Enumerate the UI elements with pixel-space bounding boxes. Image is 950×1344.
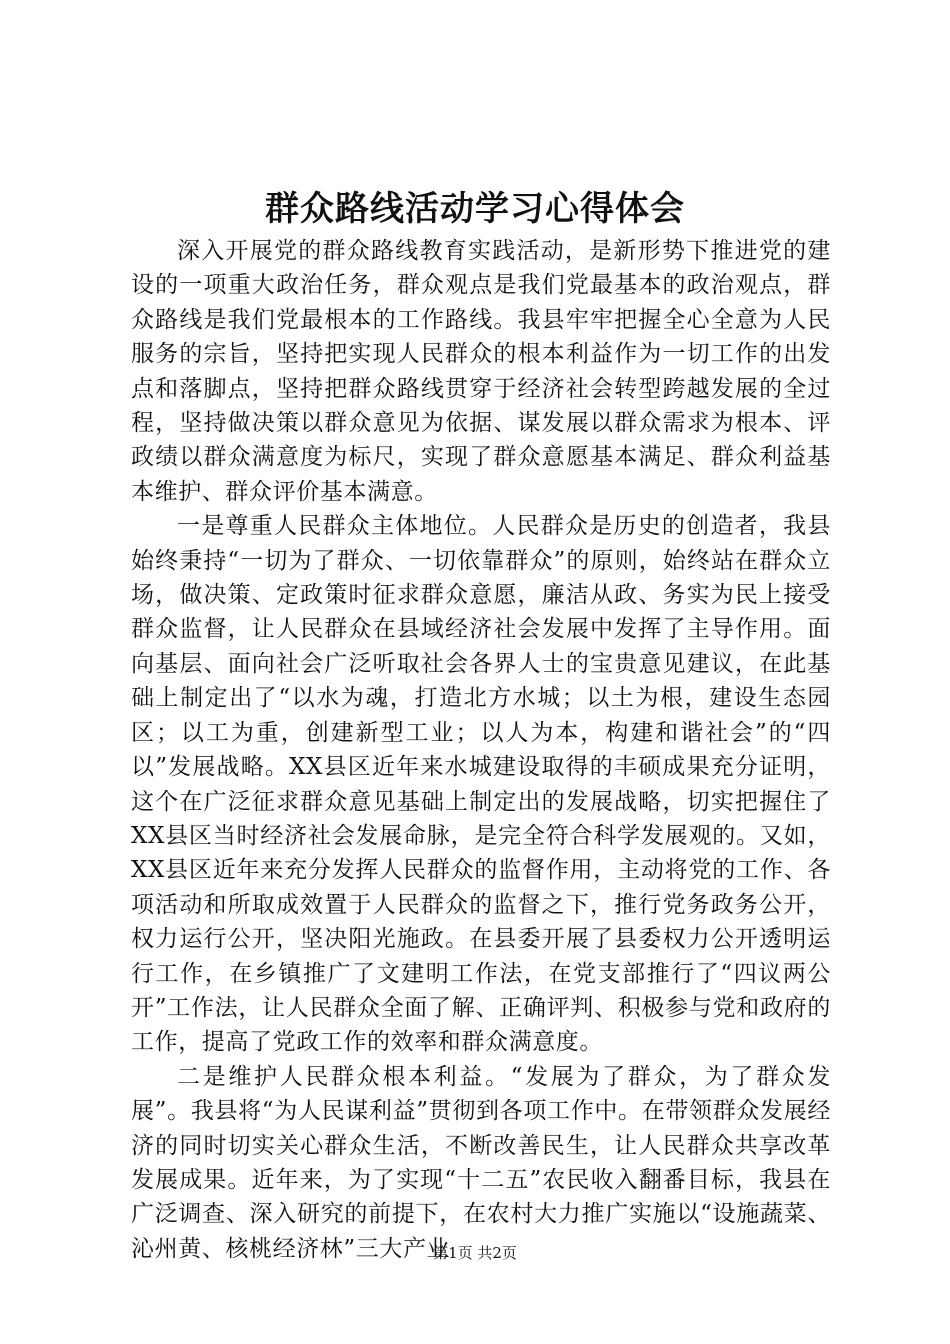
document-body [131, 234, 831, 1266]
page-title: 群众路线活动学习心得体会 [265, 189, 685, 229]
paragraph-point-one: 一是尊重人民群众主体地位。人民群众是历史的创造者，我县始终秉持“一切为了群众、一切依靠群众”的原则，始终站在群众立场，做决策、定政策时征求群众意愿，廉洁从政、务实为民上接受群众监督，让人民群众在县域经济社会发展中发挥了主导作用。面向基层、面向社会广泛听取社会各界人士的宝贵意见建议，在此基础上制定出了“以水为魂，打造北方水城；以土为根，建设生态园区；以工为重，创建新型工业；以人为本，构建和谐社会”的“四以”发展战略。XX县区近年来水城建设取得的丰硕成果充分证明，这个在广泛征求群众意见基础上制定出的发展战略，切实把握住了XX县区当时经济社会发展命脉，是完全符合科学发展观的。又如，XX县区近年来充分发挥人民群众的监督作用，主动将党的工作、各项活动和所取成效置于人民群众的监督之下，推行党务政务公开，权力运行公开，坚决阳光施政。在县委开展了县委权力公开透明运行工作，在乡镇推广了文建明工作法，在党支部推行了“四议两公开”工作法，让人民群众全面了解、正确评判、积极参与党和政府的工作，提高了党政工作的效率和群众满意度。 [131, 513, 831, 1056]
paragraph-intro: 深入开展党的群众路线教育实践活动，是新形势下推进党的建设的一项重大政治任务，群众观点是我们党最基本的政治观点，群众路线是我们党最根本的工作路线。我县牢牢把握全心全意为人民服务的宗旨，坚持把实现人民群众的根本利益作为一切工作的出发点和落脚点，坚持把群众路线贯穿于经济社会转型跨越发展的全过程，坚持做决策以群众意见为依据、谋发展以群众需求为根本、评政绩以群众满意度为标尺，实现了群众意愿基本满足、群众利益基本维护、群众评价基本满意。 [131, 238, 831, 505]
paragraph-point-two: 二是维护人民群众根本利益。“发展为了群众，为了群众发展”。我县将“为人民谋利益”贯彻到各项工作中。在带领群众发展经济的同时切实关心群众生活，不断改善民生，让人民群众共享改革发展成果。近年来，为了实现“十二五”农民收入翻番目标，我县在广泛调查、深入研究的前提下，在农村大力推广实施以“设施蔬菜、沁州黄、核桃经济林”三大产业 [131, 1063, 831, 1262]
page-number-footer: 第1页 共2页 [433, 1244, 517, 1262]
